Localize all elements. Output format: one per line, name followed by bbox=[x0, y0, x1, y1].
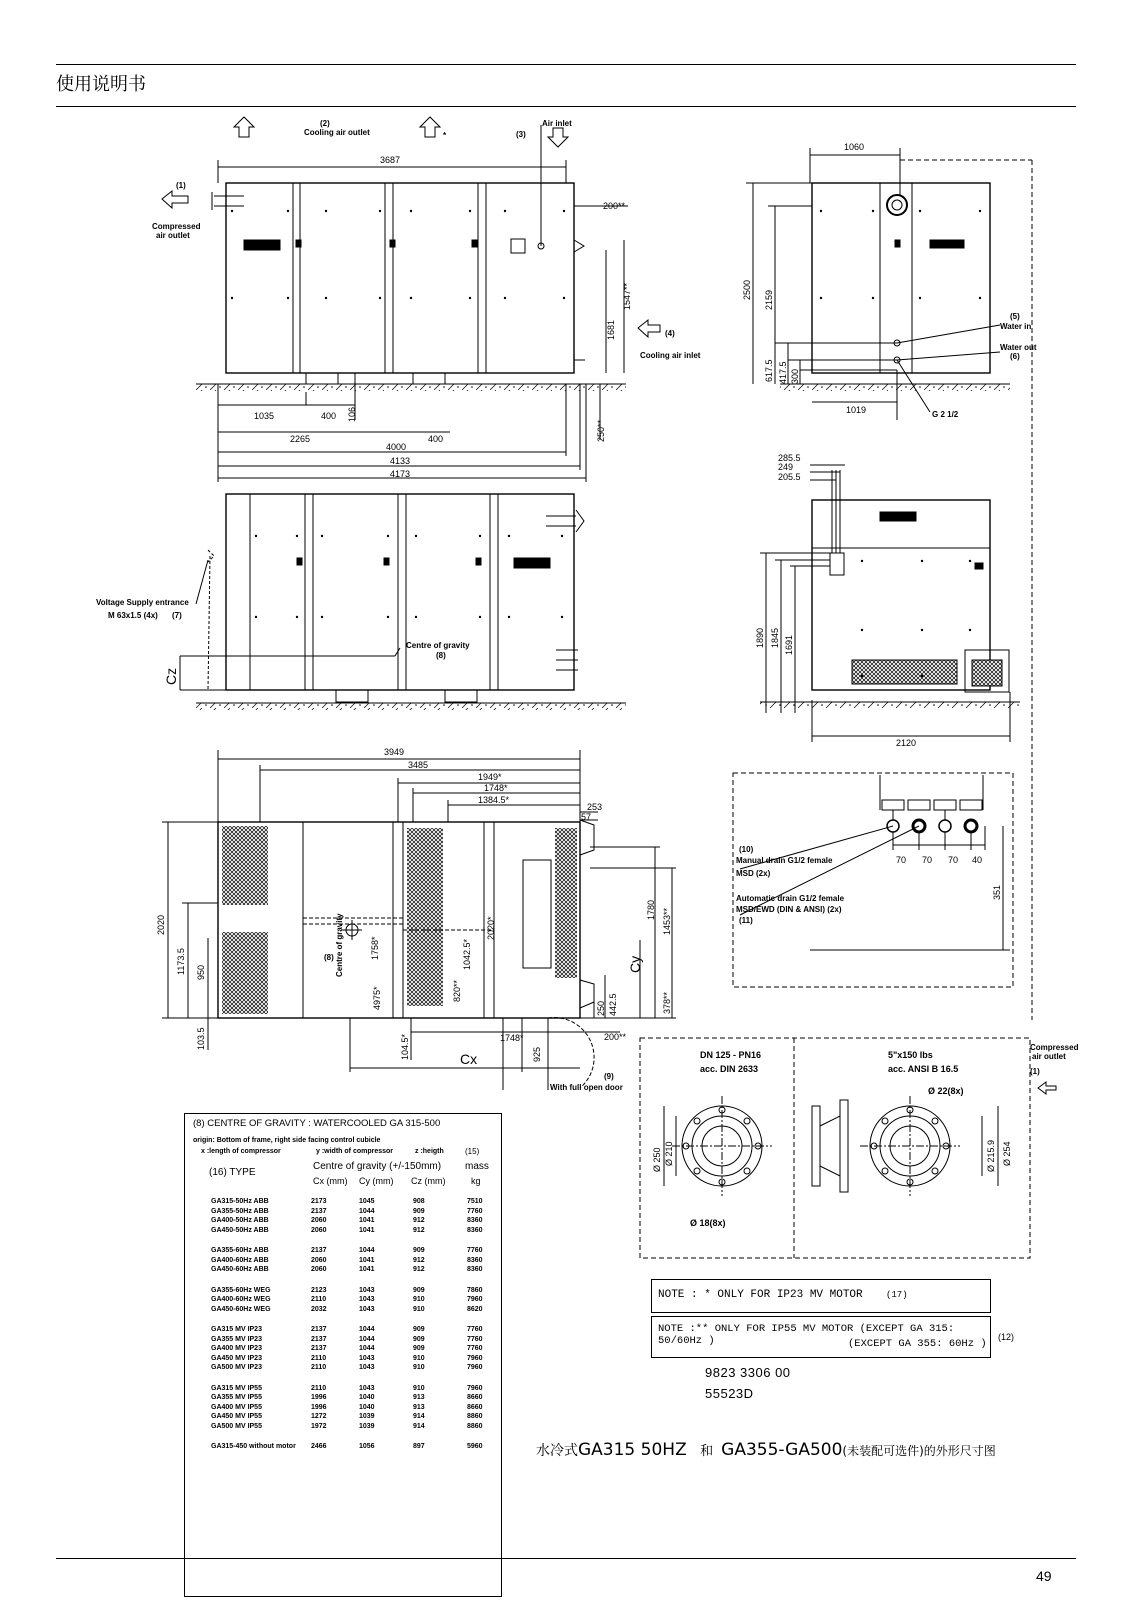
drawing-number: 55523D bbox=[705, 1386, 754, 1401]
cell-cx: 2060 bbox=[311, 1256, 327, 1264]
cell-kg: 7510 bbox=[467, 1198, 483, 1205]
voltage-supply-label: Voltage Supply entrance bbox=[96, 598, 189, 607]
cell-type: GA500 MV IP55 bbox=[211, 1422, 262, 1430]
dim-925: 925 bbox=[532, 1046, 542, 1062]
dim-1691: 1691 bbox=[784, 634, 794, 655]
cell-kg: 8660 bbox=[467, 1403, 483, 1411]
dim-1758: 1758* bbox=[370, 936, 380, 960]
dim-950: 950 bbox=[196, 964, 206, 980]
dim-70-b: 70 bbox=[922, 855, 933, 865]
cell-cy: 1043 bbox=[359, 1305, 375, 1313]
center-gravity-top-num: (8) bbox=[324, 953, 334, 962]
dim-250: 250** bbox=[596, 419, 606, 442]
cell-type: GA315 MV IP55 bbox=[211, 1384, 262, 1392]
cell-kg: 7960 bbox=[467, 1384, 483, 1392]
cell-cz: 909 bbox=[413, 1207, 425, 1215]
dim-3687: 3687 bbox=[380, 155, 401, 165]
cell-type: GA315-50Hz ABB bbox=[211, 1198, 269, 1205]
cell-cy: 1056 bbox=[359, 1443, 375, 1450]
dim-4000: 4000 bbox=[386, 442, 407, 452]
rear-side-view bbox=[760, 465, 1020, 742]
table-row bbox=[185, 1385, 501, 1394]
compressed-air-outlet-right-num: (1) bbox=[1030, 1067, 1040, 1076]
table-y-def: y :width of compressor bbox=[316, 1148, 394, 1155]
compressed-air-outlet-line2: air outlet bbox=[156, 231, 190, 240]
table-row bbox=[185, 1345, 501, 1354]
manual-drain-num: (10) bbox=[739, 845, 754, 854]
note-ip23-num: (17) bbox=[886, 1290, 908, 1300]
cell-cz: 913 bbox=[413, 1394, 425, 1401]
table-cx-head: Cx (mm) bbox=[313, 1176, 348, 1186]
note-ip55-line2: (EXCEPT GA 355: 60Hz ) bbox=[848, 1338, 987, 1350]
cell-kg: 7860 bbox=[467, 1286, 483, 1294]
page-header-title: 使用说明书 bbox=[56, 74, 146, 95]
table-row bbox=[185, 1306, 501, 1315]
dim-400-b: 400 bbox=[428, 434, 444, 444]
cell-kg: 7760 bbox=[467, 1326, 483, 1333]
dim-3485: 3485 bbox=[408, 760, 429, 770]
cell-cx: 1996 bbox=[311, 1394, 327, 1401]
auto-drain-spec: MSD/EWD (DIN & ANSI) (2x) bbox=[736, 905, 842, 914]
cx-label: Cx bbox=[460, 1051, 478, 1067]
cell-cz: 909 bbox=[413, 1247, 425, 1254]
centre-of-gravity-table bbox=[184, 1113, 502, 1597]
dim-1042: 1042.5* bbox=[462, 938, 472, 970]
cell-kg: 8360 bbox=[467, 1226, 483, 1234]
table-row bbox=[185, 1394, 501, 1403]
cell-cz: 910 bbox=[413, 1364, 425, 1371]
water-in-label: Water in bbox=[1000, 322, 1032, 331]
cell-cz: 909 bbox=[413, 1326, 425, 1333]
table-row bbox=[185, 1208, 501, 1217]
cell-kg: 8860 bbox=[467, 1413, 483, 1420]
cell-type: GA315 MV IP23 bbox=[211, 1326, 262, 1333]
cz-label: Cz bbox=[163, 667, 179, 685]
center-gravity-label: Centre of gravity bbox=[406, 641, 470, 650]
cell-cx: 1996 bbox=[311, 1403, 327, 1411]
table-mass-head: mass bbox=[465, 1161, 489, 1172]
cell-kg: 7760 bbox=[467, 1335, 483, 1343]
cy-label: Cy bbox=[627, 955, 643, 973]
flange-left-title: DN 125 - PN16 bbox=[700, 1050, 762, 1060]
cell-cy: 1044 bbox=[359, 1207, 375, 1215]
dim-2120: 2120 bbox=[896, 738, 917, 748]
water-in-num: (5) bbox=[1010, 312, 1020, 321]
dim-378: 378** bbox=[662, 991, 672, 1014]
cell-type: GA355-60Hz ABB bbox=[211, 1247, 269, 1254]
cell-type: GA450-50Hz ABB bbox=[211, 1226, 269, 1234]
flange-right-d215: Ø 215.9 bbox=[986, 1139, 996, 1172]
auto-drain-num: (11) bbox=[739, 916, 753, 925]
dim-300: 300 bbox=[790, 368, 800, 384]
cell-cx: 2137 bbox=[311, 1335, 327, 1343]
table-row bbox=[185, 1326, 501, 1335]
dim-200-2: 200** bbox=[604, 1032, 627, 1042]
cell-type: GA355 MV IP55 bbox=[211, 1394, 262, 1401]
table-row bbox=[185, 1287, 501, 1296]
cell-cx: 2466 bbox=[311, 1443, 327, 1450]
manual-drain-spec: MSD (2x) bbox=[736, 869, 771, 878]
figure-caption bbox=[536, 1440, 996, 1460]
cell-kg: 8360 bbox=[467, 1266, 483, 1273]
cell-kg: 7960 bbox=[467, 1296, 483, 1303]
rear-view bbox=[180, 494, 626, 710]
water-out-label: Water out bbox=[1000, 343, 1037, 352]
compressed-air-outlet-right-line2: air outlet bbox=[1032, 1052, 1066, 1061]
top-view bbox=[162, 750, 676, 1090]
table-row bbox=[185, 1404, 501, 1413]
cell-cz: 910 bbox=[413, 1296, 425, 1303]
table-row bbox=[185, 1296, 501, 1305]
cell-kg: 7760 bbox=[467, 1345, 483, 1352]
dim-249: 249 bbox=[778, 462, 794, 472]
dim-2020-a: 2020 bbox=[156, 914, 166, 935]
cell-type: GA400-60Hz WEG bbox=[211, 1296, 271, 1303]
cell-cx: 2110 bbox=[311, 1384, 327, 1392]
cell-cx: 2060 bbox=[311, 1217, 327, 1224]
dim-1748-a: 1748* bbox=[484, 783, 508, 793]
cell-cz: 910 bbox=[413, 1354, 425, 1362]
table-kg-head: kg bbox=[471, 1176, 481, 1186]
cell-cz: 912 bbox=[413, 1226, 425, 1234]
cell-type: GA355 MV IP23 bbox=[211, 1335, 262, 1343]
dim-1780: 1780 bbox=[646, 899, 656, 920]
page-number: 49 bbox=[1036, 1568, 1052, 1584]
cell-type: GA450-60Hz ABB bbox=[211, 1266, 269, 1273]
cell-type: GA400 MV IP55 bbox=[211, 1403, 262, 1411]
center-gravity-num: (8) bbox=[436, 651, 446, 660]
dim-1949: 1949* bbox=[478, 772, 502, 782]
flange-right-d254: Ø 254 bbox=[1002, 1141, 1012, 1166]
cell-cx: 2137 bbox=[311, 1247, 327, 1254]
dim-1384: 1384.5* bbox=[478, 795, 510, 805]
cell-cy: 1043 bbox=[359, 1286, 375, 1294]
cell-kg: 7760 bbox=[467, 1247, 483, 1254]
dim-2265: 2265 bbox=[290, 434, 311, 444]
dim-820: 820** bbox=[452, 979, 462, 1002]
table-row bbox=[185, 1364, 501, 1373]
cell-cy: 1043 bbox=[359, 1354, 375, 1362]
cell-kg: 7960 bbox=[467, 1364, 483, 1371]
dim-1019: 1019 bbox=[846, 405, 867, 415]
full-open-door-label: With full open door bbox=[550, 1083, 623, 1092]
flange-right-holes: Ø 22(8x) bbox=[928, 1086, 964, 1096]
cell-kg: 8620 bbox=[467, 1305, 483, 1313]
cell-cy: 1041 bbox=[359, 1226, 375, 1234]
cell-cz: 914 bbox=[413, 1422, 425, 1430]
dim-2159: 2159 bbox=[764, 289, 774, 310]
dim-2500: 2500 bbox=[742, 279, 752, 300]
cell-cx: 2110 bbox=[311, 1354, 327, 1362]
cell-cx: 2110 bbox=[311, 1364, 327, 1371]
cell-cy: 1044 bbox=[359, 1326, 375, 1333]
g212-label: G 2 1/2 bbox=[932, 410, 959, 419]
cell-cz: 909 bbox=[413, 1286, 425, 1294]
flange-left-std: acc. DIN 2633 bbox=[700, 1064, 759, 1074]
dim-1173: 1173.5 bbox=[176, 948, 186, 975]
cooling-air-outlet-label: Cooling air outlet bbox=[304, 128, 370, 137]
dim-104: 104.5* bbox=[400, 1033, 410, 1060]
dim-400-a: 400 bbox=[321, 411, 337, 421]
dim-4975: 4975* bbox=[372, 986, 382, 1010]
flange-left-d210: Ø 210 bbox=[664, 1141, 674, 1166]
cell-type: GA450 MV IP55 bbox=[211, 1413, 262, 1420]
dim-250-b: 250 bbox=[596, 1000, 606, 1016]
cooling-air-outlet-num: (2) bbox=[320, 119, 330, 128]
cell-kg: 8860 bbox=[467, 1422, 483, 1430]
flange-right-title: 5"x150 lbs bbox=[888, 1050, 933, 1060]
star-mark: * bbox=[443, 131, 447, 140]
cell-type: GA400 MV IP23 bbox=[211, 1345, 262, 1352]
table-row bbox=[185, 1443, 501, 1452]
dim-1035: 1035 bbox=[254, 411, 275, 421]
voltage-supply-num: (7) bbox=[172, 611, 182, 620]
dim-617: 617.5 bbox=[764, 359, 774, 382]
caption-prefix: 水冷式 bbox=[536, 1443, 578, 1459]
cell-type: GA500 MV IP23 bbox=[211, 1364, 262, 1371]
side-view bbox=[746, 148, 1032, 1020]
table-title: (8) CENTRE OF GRAVITY : WATERCOOLED GA 315-500 bbox=[193, 1118, 441, 1129]
note-ip23 bbox=[651, 1279, 991, 1313]
cell-cz: 909 bbox=[413, 1335, 425, 1343]
caption-model2: GA355-GA500 bbox=[721, 1440, 843, 1460]
cell-cy: 1043 bbox=[359, 1364, 375, 1371]
cell-kg: 7760 bbox=[467, 1207, 483, 1215]
cooling-air-inlet-num: (4) bbox=[665, 329, 675, 338]
dim-1453: 1453** bbox=[662, 907, 672, 935]
table-origin: origin: Bottom of frame, right side facing control cubicle bbox=[193, 1137, 381, 1144]
compressed-air-outlet-line1: Compressed bbox=[152, 222, 201, 231]
air-inlet-label: Air inlet bbox=[542, 119, 572, 128]
dim-1748-b: 1748* bbox=[500, 1033, 524, 1043]
caption-suffix: 的外形尺寸图 bbox=[923, 1444, 996, 1458]
note-ip23-text: NOTE : * ONLY FOR IP23 MV MOTOR bbox=[658, 1289, 863, 1301]
cell-cx: 2060 bbox=[311, 1266, 327, 1273]
caption-optional: (未装配可选件) bbox=[842, 1444, 924, 1458]
flange-left-d250: Ø 250 bbox=[652, 1147, 662, 1172]
center-gravity-top-label: Centre of gravity bbox=[335, 913, 344, 977]
cell-cz: 909 bbox=[413, 1345, 425, 1352]
cell-cy: 1041 bbox=[359, 1217, 375, 1224]
cell-kg: 8660 bbox=[467, 1394, 483, 1401]
voltage-supply-spec: M 63x1.5 (4x) bbox=[108, 611, 158, 620]
table-row bbox=[185, 1198, 501, 1207]
table-type-head: (16) TYPE bbox=[209, 1167, 256, 1178]
dim-442: 442.5 bbox=[608, 993, 618, 1016]
cell-cy: 1043 bbox=[359, 1296, 375, 1303]
cell-cz: 912 bbox=[413, 1256, 425, 1264]
cell-cx: 2137 bbox=[311, 1345, 327, 1352]
cell-cy: 1039 bbox=[359, 1422, 375, 1430]
dim-70-c: 70 bbox=[948, 855, 959, 865]
dim-40: 40 bbox=[972, 855, 983, 865]
cell-cz: 912 bbox=[413, 1217, 425, 1224]
dim-417: 417.5 bbox=[778, 361, 788, 384]
full-open-door-num: (9) bbox=[604, 1072, 614, 1081]
cell-cy: 1041 bbox=[359, 1266, 375, 1273]
table-row bbox=[185, 1336, 501, 1345]
compressed-air-outlet-right-line1: Compressed bbox=[1030, 1043, 1079, 1052]
cell-cy: 1040 bbox=[359, 1394, 375, 1401]
dim-70-a: 70 bbox=[896, 855, 907, 865]
table-row bbox=[185, 1355, 501, 1364]
cell-cz: 897 bbox=[413, 1443, 425, 1450]
cell-cx: 2032 bbox=[311, 1305, 327, 1313]
flange-right-std: acc. ANSI B 16.5 bbox=[888, 1064, 959, 1074]
cell-cz: 910 bbox=[413, 1305, 425, 1313]
cell-kg: 8360 bbox=[467, 1217, 483, 1224]
cell-cy: 1045 bbox=[359, 1198, 375, 1205]
cell-cz: 913 bbox=[413, 1403, 425, 1411]
note-ip55-num: (12) bbox=[998, 1332, 1015, 1342]
table-x-def: x :length of compressor bbox=[201, 1148, 281, 1155]
table-row bbox=[185, 1413, 501, 1422]
reference-number: 9823 3306 00 bbox=[705, 1365, 791, 1380]
cell-type: GA450 MV IP23 bbox=[211, 1354, 262, 1362]
dim-205: 205.5 bbox=[778, 472, 801, 482]
table-row bbox=[185, 1227, 501, 1236]
water-out-num: (6) bbox=[1010, 352, 1020, 361]
cell-kg: 5960 bbox=[467, 1443, 483, 1450]
drain-detail bbox=[733, 773, 1013, 987]
cell-cy: 1044 bbox=[359, 1247, 375, 1254]
cell-cz: 914 bbox=[413, 1413, 425, 1420]
cell-type: GA400-50Hz ABB bbox=[211, 1217, 269, 1224]
dim-2020-b: 2020* bbox=[486, 916, 496, 940]
table-row bbox=[185, 1257, 501, 1266]
dim-106: 106 bbox=[347, 406, 357, 422]
dim-1890: 1890 bbox=[755, 627, 765, 648]
dim-351: 351 bbox=[992, 884, 1002, 900]
cell-cy: 1039 bbox=[359, 1413, 375, 1420]
caption-model1: GA315 50HZ bbox=[578, 1440, 687, 1460]
cell-type: GA315-450 without motor bbox=[211, 1443, 296, 1450]
cell-cy: 1040 bbox=[359, 1403, 375, 1411]
front-view bbox=[162, 117, 660, 482]
cell-cx: 2137 bbox=[311, 1207, 327, 1215]
table-z-def: z :heigth bbox=[415, 1148, 444, 1155]
cooling-air-inlet-label: Cooling air inlet bbox=[640, 351, 701, 360]
caption-and: 和 bbox=[700, 1444, 714, 1459]
auto-drain-label: Automatic drain G1/2 female bbox=[736, 894, 845, 903]
cell-type: GA355-60Hz WEG bbox=[211, 1286, 271, 1294]
air-inlet-num: (3) bbox=[516, 130, 526, 139]
dim-1060: 1060 bbox=[844, 142, 865, 152]
table-row bbox=[185, 1266, 501, 1275]
dim-253: 253 bbox=[587, 802, 603, 812]
cell-cx: 2110 bbox=[311, 1296, 327, 1303]
cell-cx: 1272 bbox=[311, 1413, 327, 1420]
dim-103: 103.5 bbox=[196, 1027, 206, 1050]
table-cog-head: Centre of gravity (+/-150mm) bbox=[313, 1161, 442, 1172]
table-row bbox=[185, 1247, 501, 1256]
table-row bbox=[185, 1423, 501, 1432]
flange-left-holes: Ø 18(8x) bbox=[690, 1218, 726, 1228]
dim-3949: 3949 bbox=[384, 747, 405, 757]
cell-cz: 908 bbox=[413, 1198, 425, 1205]
table-cy-head: Cy (mm) bbox=[359, 1176, 394, 1186]
dim-4133: 4133 bbox=[390, 456, 411, 466]
compressed-air-outlet-num: (1) bbox=[176, 181, 186, 190]
cell-type: GA400-60Hz ABB bbox=[211, 1256, 269, 1264]
table-row bbox=[185, 1217, 501, 1226]
dim-4173: 4173 bbox=[390, 469, 411, 479]
cell-cx: 1972 bbox=[311, 1422, 327, 1430]
cell-type: GA450-60Hz WEG bbox=[211, 1305, 271, 1313]
cell-cx: 2123 bbox=[311, 1286, 327, 1294]
manual-drain-label: Manual drain G1/2 female bbox=[736, 856, 833, 865]
dim-200-1: 200** bbox=[603, 201, 626, 211]
dim-285: 285.5 bbox=[778, 453, 801, 463]
cell-cy: 1044 bbox=[359, 1335, 375, 1343]
table-z-num: (15) bbox=[465, 1147, 480, 1156]
dim-1681: 1681 bbox=[606, 319, 616, 340]
cell-cy: 1041 bbox=[359, 1256, 375, 1264]
cell-cx: 2137 bbox=[311, 1326, 327, 1333]
cell-kg: 7960 bbox=[467, 1354, 483, 1362]
dim-1547: 1547** bbox=[622, 282, 632, 310]
cell-cy: 1043 bbox=[359, 1384, 375, 1392]
note-ip55-line1: NOTE :** ONLY FOR IP55 MV MOTOR (EXCEPT GA 315: 50/60Hz ) bbox=[658, 1323, 955, 1347]
cell-cz: 910 bbox=[413, 1384, 425, 1392]
cell-cx: 2060 bbox=[311, 1226, 327, 1234]
cell-cz: 912 bbox=[413, 1266, 425, 1273]
dim-57: 57 bbox=[581, 812, 592, 822]
table-cz-head: Cz (mm) bbox=[411, 1176, 446, 1186]
note-ip55 bbox=[651, 1316, 991, 1358]
dim-1845: 1845 bbox=[770, 627, 780, 648]
cell-type: GA355-50Hz ABB bbox=[211, 1207, 269, 1215]
cell-cy: 1044 bbox=[359, 1345, 375, 1352]
cell-cx: 2173 bbox=[311, 1198, 327, 1205]
cell-kg: 8360 bbox=[467, 1256, 483, 1264]
